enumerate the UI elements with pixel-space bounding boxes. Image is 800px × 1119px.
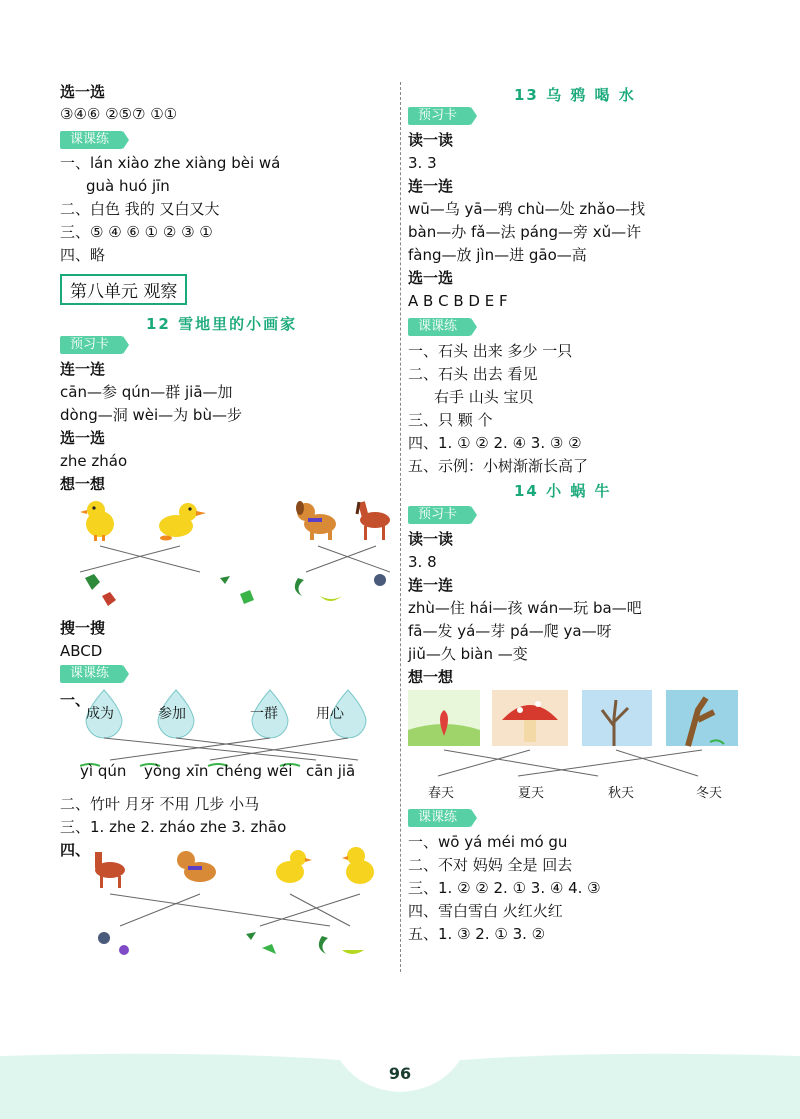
duyidu2-heading: 读一读	[408, 530, 454, 548]
q2-row1: 二、石头 出去 看见	[408, 365, 538, 383]
duyidu-answer: 3. 3	[408, 154, 437, 172]
q1b: 一、wō yá méi mó gu	[408, 833, 568, 851]
souyisou-answer: ABCD	[60, 642, 103, 660]
crescent-footprint-icon	[295, 578, 342, 601]
chick-icon	[80, 501, 114, 541]
season-summer: 夏天	[518, 786, 545, 801]
leaf-footprint-icon	[85, 574, 116, 606]
pinyin-2: yòng xīn	[144, 762, 209, 780]
lianyilian2-heading: 连一连	[408, 576, 454, 594]
lianyilian-heading: 连一连	[60, 360, 106, 378]
kekelian-tag: 课课练	[60, 131, 123, 149]
season-winter: 冬天	[696, 786, 723, 801]
lianyilian-row1: cān—参 qún—群 jiā—加	[60, 383, 233, 401]
yuxika-tag: 预习卡	[408, 107, 471, 125]
q1-label: 一、	[60, 691, 91, 709]
unit-title: 第八单元 观察	[60, 274, 187, 305]
q3: 三、⑤ ④ ⑥ ① ② ③ ①	[60, 223, 213, 241]
lianyilian-heading: 连一连	[408, 177, 454, 195]
kekelian-tag: 课课练	[408, 318, 471, 336]
lesson-13-title: 13 乌 鸦 喝 水	[514, 86, 636, 104]
xuanyixuan-heading: 选一选	[60, 83, 106, 101]
horse-icon	[357, 501, 390, 540]
duyidu2-answer: 3. 8	[408, 553, 437, 571]
lianyilian-row2: dòng—洞 wèi—为 bù—步	[60, 406, 242, 424]
puppy-icon	[296, 501, 336, 540]
animal-footprint-matching	[80, 498, 390, 616]
lianyilian-row2: bàn—办 fǎ—法 páng—旁 xǔ—许	[408, 223, 642, 241]
yuxika-tag-2: 预习卡	[408, 506, 471, 524]
duckling-icon	[342, 847, 374, 884]
xiangyixiang-heading: 想一想	[60, 475, 106, 493]
crescent-footprint-icon	[319, 936, 364, 954]
xiangyixiang-heading: 想一想	[408, 668, 454, 686]
q4b: 四、雪白雪白 火红火红	[408, 902, 563, 920]
flower-footprint-icon	[98, 932, 129, 955]
xuanyixuan-answer: A B C B D E F	[408, 292, 508, 310]
maple-footprint-icon	[246, 932, 276, 954]
q1-row2: guà huó jīn	[86, 177, 170, 195]
q1: 一、石头 出来 多少 一只	[408, 342, 573, 360]
lianyilian-row1: wū—乌 yā—鸦 chù—处 zhǎo—找	[408, 200, 646, 218]
q5: 五、示例：小树渐渐长高了	[408, 457, 589, 475]
season-spring: 春天	[428, 786, 455, 801]
q2: 二、白色 我的 又白又大	[60, 200, 220, 218]
kekelian-tag-2: 课课练	[408, 809, 471, 827]
chick-icon	[276, 850, 312, 883]
maple-footprint-icon	[220, 576, 254, 604]
pinyin-1: yì qún	[80, 762, 127, 780]
xuanyixuan2-answer: zhe zháo	[60, 452, 128, 470]
drop-word-3: 一群	[250, 706, 278, 722]
souyisou-heading: 搜一搜	[60, 619, 106, 637]
yuxika-tag: 预习卡	[60, 336, 123, 354]
page-number: 96	[388, 1064, 412, 1083]
pinyin-3: chéng wéi	[216, 762, 293, 780]
q2b: 二、竹叶 月牙 不用 几步 小马	[60, 795, 260, 813]
xuanyixuan2-heading: 选一选	[60, 429, 106, 447]
drop-word-4: 用心	[316, 706, 344, 722]
q2-row2: 右手 山头 宝贝	[434, 388, 534, 406]
spring-strawberry-icon	[408, 690, 480, 746]
q3: 三、只 颗 个	[408, 411, 493, 429]
winter-branch-icon	[666, 690, 738, 746]
lesson-14-title: 14 小 蜗 牛	[514, 482, 612, 500]
summer-mushroom-icon	[492, 690, 568, 746]
pinyin-4: cān jiā	[306, 762, 356, 780]
puppy-icon	[177, 851, 216, 882]
animal-footprint-matching-2	[80, 844, 390, 962]
q3b: 三、1. ② ② 2. ① 3. ④ 4. ③	[408, 879, 601, 897]
lesson-12-title: 12 雪地里的小画家	[146, 315, 298, 333]
q2b: 二、不对 妈妈 全是 回去	[408, 856, 573, 874]
season-pictures	[408, 690, 748, 786]
drop-word-2: 参加	[158, 706, 186, 722]
q1-row1: 一、lán xiào zhe xiàng bèi wá	[60, 154, 281, 172]
q3b: 三、1. zhe 2. zháo zhe 3. zhāo	[60, 818, 287, 836]
xuanyixuan-heading: 选一选	[408, 269, 454, 287]
kekelian-tag-2: 课课练	[60, 665, 123, 683]
xuanyixuan-answer: ③④⑥ ②⑤⑦ ①①	[60, 105, 178, 123]
q4: 四、略	[60, 246, 106, 264]
lianyilian2-row1: zhù—住 hái—孩 wán—玩 ba—吧	[408, 599, 642, 617]
column-divider	[400, 82, 401, 972]
lianyilian2-row3: jiǔ—久 biàn —变	[408, 645, 528, 663]
lianyilian2-row2: fā—发 yá—芽 pá—爬 ya—呀	[408, 622, 612, 640]
horse-icon	[95, 852, 125, 888]
q5b: 五、1. ③ 2. ① 3. ②	[408, 925, 546, 943]
duck-icon	[159, 503, 206, 541]
q4: 四、1. ① ② 2. ④ 3. ③ ②	[408, 434, 582, 452]
q4b-label: 四、	[60, 841, 91, 859]
autumn-tree-icon	[582, 690, 652, 746]
lianyilian-row3: fàng—放 jìn—进 gāo—高	[408, 246, 587, 264]
duyidu-heading: 读一读	[408, 131, 454, 149]
season-autumn: 秋天	[608, 786, 635, 801]
drop-word-1: 成为	[86, 706, 114, 722]
flower-footprint-icon	[374, 574, 390, 603]
